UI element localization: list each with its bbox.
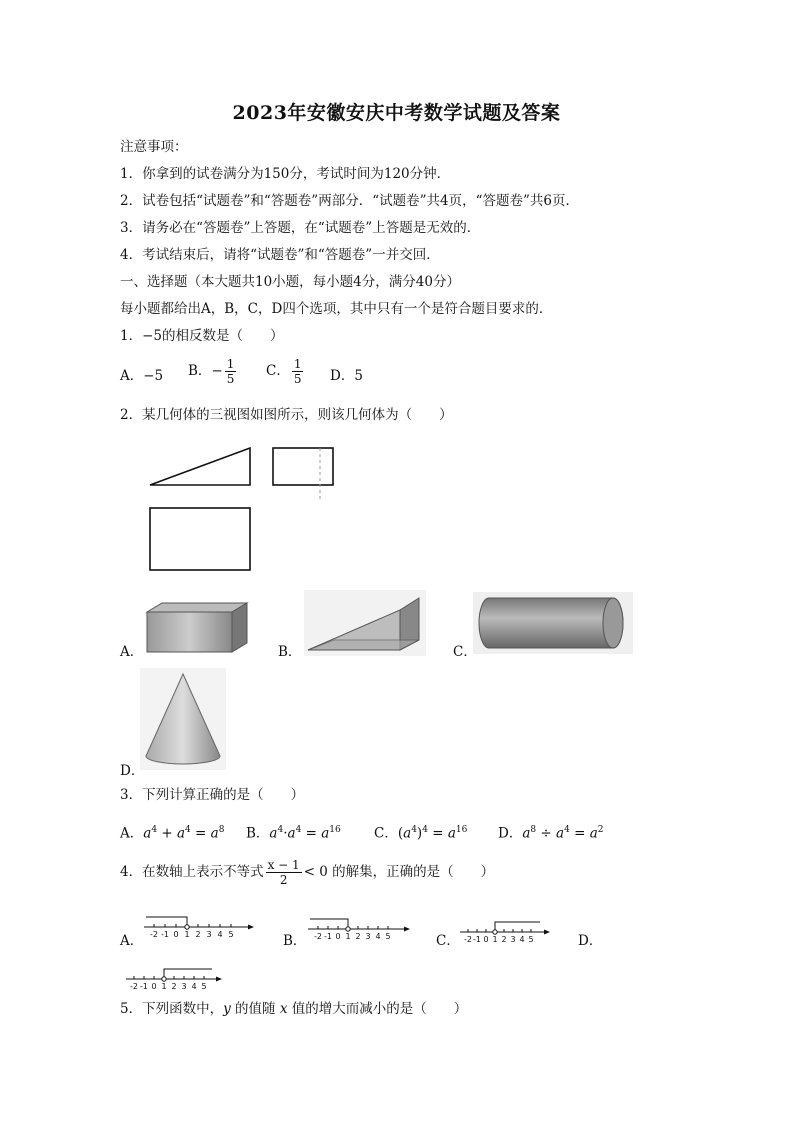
q3-option-c: C．$(a^4)^4 = a^{16}$ [374, 825, 468, 842]
tick-label: -1 [161, 930, 169, 939]
q3-option-a: A．$a^4 + a^4 = a^8$ [120, 825, 225, 842]
number-line-c [458, 915, 550, 943]
tick-label: 2 [501, 935, 507, 944]
question-2-stem: 2．某几何体的三视图如图所示，则该几何体为（ ） [120, 407, 453, 423]
question-5-stem: 5．下列函数中，y 的值随 x 值的增大而减小的是（ ） [120, 1001, 468, 1017]
notice-heading: 注意事项： [120, 139, 188, 155]
q2-option-d-label: D． [120, 763, 145, 779]
tick-label: 3 [365, 932, 371, 941]
tick-label: -2 [464, 935, 472, 944]
axis-arrow [248, 925, 254, 930]
tick-label: 0 [335, 932, 341, 941]
tick-label: 4 [375, 932, 381, 941]
tick-label: 0 [151, 982, 157, 991]
solution-ray [164, 969, 212, 979]
open-point [185, 925, 189, 929]
open-point [346, 927, 350, 931]
q1-option-d: D．5 [330, 368, 363, 384]
tick-label: -2 [314, 932, 322, 941]
q2-option-b-prism [304, 590, 426, 656]
q3-option-d: D．$a^8 \div a^4 = a^2$ [498, 825, 604, 842]
q4-option-d-label: D． [578, 933, 603, 949]
notice-item-2: 2．试卷包括“试题卷”和“答题卷”两部分．“试题卷”共4页，“答题卷”共6页． [120, 193, 579, 209]
q1-option-a: A．−5 [120, 368, 164, 384]
notice-item-1: 1．你拿到的试卷满分为150分，考试时间为120分钟． [120, 166, 451, 182]
q2-option-b-label: B． [278, 644, 302, 660]
tick-label: 1 [492, 935, 498, 944]
notice-item-4: 4．考试结束后，请将“试题卷”和“答题卷”一并交回． [120, 247, 440, 263]
tick-label: 5 [528, 935, 534, 944]
q1-option-c: C． $\frac{1}{5}$ [266, 357, 302, 386]
q4-option-c-label: C． [436, 933, 460, 949]
q2-option-a-cuboid [142, 600, 252, 658]
tick-label: 4 [519, 935, 525, 944]
tick-label: 1 [161, 982, 167, 991]
axis-arrow [216, 977, 222, 982]
q4-option-a-label: A． [120, 933, 144, 949]
tick-label: -1 [140, 982, 148, 991]
number-line-b [306, 912, 410, 942]
section-heading: 一、选择题（本大题共10小题，每小题4分，满分40分） [120, 274, 460, 290]
tick-label: 0 [173, 930, 179, 939]
q4-option-b-label: B． [283, 933, 307, 949]
solution-ray [495, 922, 540, 932]
tick-label: 5 [201, 982, 207, 991]
number-line-a [142, 910, 254, 942]
tick-label: 2 [355, 932, 361, 941]
q2-option-a-label: A． [120, 644, 144, 660]
open-point [493, 930, 497, 934]
tick-label: -1 [324, 932, 332, 941]
tick-label: 5 [228, 930, 234, 939]
tick-label: -2 [150, 930, 158, 939]
q2-option-d-cone [140, 668, 226, 770]
question-4-stem: 4．在数轴上表示不等式 $\frac{x - 1}{2}$ < 0 的解集，正确的是（ ） [120, 858, 495, 887]
tick-label: 3 [181, 982, 187, 991]
tick-label: 1 [184, 930, 190, 939]
q3-option-b: B．$a^4\cdot a^4 = a^{16}$ [246, 825, 341, 842]
axis-arrow [544, 930, 550, 935]
tick-label: 0 [483, 935, 489, 944]
q2-option-c-cylinder [473, 592, 633, 654]
solution-ray [146, 917, 187, 927]
number-line-d [124, 962, 222, 990]
q1-option-b: B．− $\frac{1}{5}$ [188, 357, 235, 386]
q2-option-c-label: C． [453, 644, 477, 660]
question-3-stem: 3．下列计算正确的是（ ） [120, 787, 305, 803]
section-instruction: 每小题都给出A，B，C，D四个选项，其中只有一个是符合题目要求的． [120, 301, 553, 317]
tick-label: 1 [345, 932, 351, 941]
solution-ray [310, 919, 348, 929]
tick-label: -1 [473, 935, 481, 944]
question-1-stem: 1．−5的相反数是（ ） [120, 328, 284, 344]
three-view-figure [140, 440, 350, 580]
axis-arrow [404, 927, 410, 932]
open-point [162, 977, 166, 981]
tick-label: -2 [130, 982, 138, 991]
page-title: 2023年安徽安庆中考数学试题及答案 [232, 102, 561, 124]
notice-item-3: 3．请务必在“答题卷”上答题，在“试题卷”上答题是无效的． [120, 220, 481, 236]
tick-label: 4 [191, 982, 197, 991]
tick-label: 5 [385, 932, 391, 941]
tick-label: 4 [217, 930, 223, 939]
tick-label: 3 [206, 930, 212, 939]
tick-label: 2 [171, 982, 177, 991]
tick-label: 2 [195, 930, 201, 939]
tick-label: 3 [510, 935, 516, 944]
